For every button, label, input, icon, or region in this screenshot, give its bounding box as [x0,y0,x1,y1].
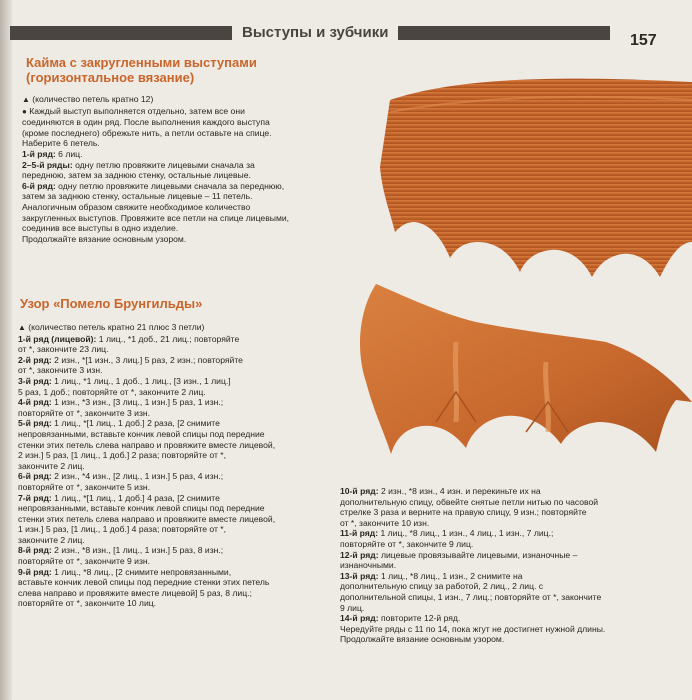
text-line [22,213,289,224]
row-text: 1 лиц., *8 лиц., 1 изн., 4 лиц., 1 изн., 7 лиц.; [378,528,554,539]
row-label: 2-й ряд: [18,354,52,365]
row-text: 9 лиц. [340,602,365,613]
text-line [340,581,605,592]
text-line [340,624,605,635]
row-text: Продолжайте вязание основным узором. [340,634,505,645]
text-line [18,418,275,429]
row-label: ▲ [22,95,30,104]
text-line [22,138,289,149]
row-text: 6 лиц. [55,148,83,159]
knit-fabric-shape [380,79,692,277]
text-line [18,503,275,514]
row-text: повторяйте от *, закончите 9 изн. [18,556,151,567]
section1-title: Кайма с закругленными выступами (горизонтальное вязание) [26,55,257,85]
row-text: Чередуйте ряды с 11 по 14, пока жгут не достигнет нужной длины. [340,623,606,634]
cable-motif [546,362,549,432]
row-text: 1 лиц., *8 лиц., 1 изн., 2 снимите на [378,570,523,581]
section2-title: Узор «Помело Брунгильды» [20,296,203,311]
text-line [18,344,275,355]
row-text: дополнительной спицы, 1 изн., 7 лиц.; повторяйте от *, закончите [340,591,602,602]
text-line [18,440,275,451]
row-text: слева направо и провяжите вместе лицевой] 5 раз, 8 лиц.; [18,587,252,598]
row-text: вставьте кончик левой спицы под передние стенки этих петель [18,577,270,588]
row-text: повторяйте от *, закончите 5 изн. [18,481,151,492]
text-line [22,170,289,181]
text-line [18,334,275,345]
row-text: от *, закончите 3 изн. [18,365,103,376]
row-label: 7-й ряд: [18,492,52,503]
row-text: (количество петель кратно 12) [29,94,154,104]
text-line [18,408,275,419]
text-line [22,149,289,160]
row-text: 1 лиц., *[1 лиц., 1 доб.] 2 раза, [2 снимите [51,418,220,429]
row-text: затем за заднюю стенку, остальные лицевые – 11 петель. [22,191,253,202]
text-line [18,577,275,588]
cable-motif [455,342,456,422]
row-text: стенки этих петель слева направо и провяжите вместе лицевой, [18,439,276,450]
row-text: Продолжайте вязание основным узором. [22,233,187,244]
row-text: одну петлю провяжите лицевыми сначала за переднюю, [55,180,285,191]
row-text: повторяйте от *, закончите 3 изн. [18,407,151,418]
page-number: 157 [630,32,657,49]
knit-panel-shape [360,284,692,454]
text-line [340,507,605,518]
row-text: непровязанными, вставьте кончик левой спицы под передние [18,503,265,514]
row-text: (количество петель кратно 21 плюс 3 петли) [25,322,205,332]
text-line [18,397,275,408]
text-line [22,223,289,234]
text-line [340,592,605,603]
section2-text-right [340,486,605,645]
row-text: закругленных выступов. Провяжите все петли на спице лицевыми, [22,212,290,223]
row-text: повторите 12-й ряд. [378,613,461,624]
row-text: 2 изн.] 5 раз, [1 лиц., 1 доб.] 2 раза; повторяйте от *, [18,450,227,461]
text-line [340,497,605,508]
text-line [18,471,275,482]
row-text: соединив все выступы в одно изделие. [22,223,179,234]
scalloped-edging-photo [360,72,692,290]
row-label: 14-й ряд: [340,613,379,624]
text-line [22,234,289,245]
row-label: 4-й ряд: [18,397,52,408]
text-line [340,528,605,539]
row-label: 9-й ряд: [18,566,52,577]
text-line [22,191,289,202]
row-text: 1 лиц., *[1 лиц., 1 доб.] 4 раза, [2 снимите [51,492,220,503]
row-text: 1 лиц., *1 лиц., 1 доб., 1 лиц., [3 изн., 1 лиц.] [51,375,231,386]
text-line [18,514,275,525]
text-line [22,181,289,192]
row-text: стенки этих петель слева направо и провяжите вместе лицевой, [18,513,276,524]
text-line [18,355,275,366]
row-label: 1-й ряд (лицевой): [18,333,97,344]
row-text: 2 изн., *8 изн., [1 лиц., 1 изн.] 5 раз, 8 изн.; [51,545,224,556]
row-text: дополнительную спицу, обвейте снятые петли нитью по часовой [340,496,599,507]
row-label: 6-й ряд: [18,471,52,482]
row-label: 13-й ряд: [340,570,379,581]
row-label: 11-й ряд: [340,528,379,539]
text-line [18,556,275,567]
text-line [22,106,289,118]
text-line [340,560,605,571]
section1-text [22,94,289,244]
text-line [22,94,289,106]
text-line [18,450,275,461]
text-line [18,482,275,493]
row-label: ▲ [18,323,26,332]
text-line [22,117,289,128]
book-spine-shadow [0,0,12,700]
row-text: стрелке 3 раза и верните на правую спицу, 9 изн.; повторяйте [340,507,587,518]
text-line [340,613,605,624]
text-line [340,603,605,614]
text-line [18,535,275,546]
row-text: переднюю, затем за заднюю стенку, остальные лицевые. [22,170,251,181]
row-text: закончите 2 лиц. [18,534,85,545]
row-label: 8-й ряд: [18,545,52,556]
text-line [18,524,275,535]
row-text: непровязанными, вставьте кончик левой спицы под передние [18,428,265,439]
text-line [18,429,275,440]
row-text: от *, закончите 23 лиц. [18,344,109,355]
row-text: повторяйте от *, закончите 9 лиц. [340,538,474,549]
row-text: изнаночными. [340,560,397,571]
text-line [18,567,275,578]
row-label: 10-й ряд: [340,486,379,496]
row-label: ● [22,106,27,116]
section2-text [18,322,275,609]
row-text: Аналогичным образом свяжите необходимое количество [22,201,251,212]
text-line [22,202,289,213]
row-text: Каждый выступ выполняется отдельно, затем все они [26,105,245,116]
text-line [340,518,605,529]
text-line [340,550,605,561]
row-label: 2–5-й ряды: [22,159,73,170]
row-text: 2 изн., *4 изн., [2 лиц., 1 изн.] 5 раз, 4 изн.; [51,471,224,482]
row-text: закончите 2 лиц. [18,460,85,471]
row-text: 5 раз, 1 доб.; повторяйте от *, закончите 2 лиц. [18,386,206,397]
text-line [18,588,275,599]
text-line [22,128,289,139]
text-line [18,598,275,609]
row-text: дополнительную спицу за работой, 2 лиц., 2 лиц. с [340,581,544,592]
text-line [340,539,605,550]
text-line [18,322,275,334]
row-label: 3-й ряд: [18,375,52,386]
row-text: от *, закончите 10 изн. [340,517,430,528]
row-label: 12-й ряд: [340,549,379,560]
text-line [18,493,275,504]
text-line [22,160,289,171]
text-line [340,634,605,645]
text-line [18,545,275,556]
pomelo-pattern-photo [336,282,692,478]
row-text: 1 изн., *3 изн., [3 лиц., 1 изн.] 5 раз, 1 изн.; [51,397,224,408]
text-line [18,376,275,387]
text-line [18,387,275,398]
text-line [18,461,275,472]
row-text: одну петлю провяжите лицевыми сначала за [72,159,255,170]
row-text: 2 изн., *[1 изн., 3 лиц.] 5 раз, 2 изн.; повторяйте [51,354,243,365]
row-text: 1 изн.] 5 раз, [1 лиц., 1 доб.] 4 раза; повторяйте от *, [18,524,227,535]
row-text: (кроме последнего) обрежьте нить, а петли оставьте на спице. [22,127,272,138]
text-line [340,486,605,497]
row-text: повторяйте от *, закончите 10 лиц. [18,598,157,609]
row-text: Наберите 6 петель. [22,138,100,149]
text-line [340,571,605,582]
row-text: 1 лиц., *8 лиц., [2 снимите непровязанными, [51,566,232,577]
row-label: 6-й ряд: [22,180,56,191]
row-text: лицевые провязывайте лицевыми, изнаночные – [378,549,578,560]
row-text: 2 изн., *8 изн., 4 изн. и перекиньте их на [378,486,541,496]
row-text: соединяются в один ряд. После выполнения каждого выступа [22,117,270,128]
row-label: 5-й ряд: [18,418,52,429]
page-header-title: Выступы и зубчики [232,24,398,42]
text-line [18,365,275,376]
row-text: 1 лиц., *1 доб., 21 лиц.; повторяйте [96,333,240,344]
row-label: 1-й ряд: [22,148,56,159]
